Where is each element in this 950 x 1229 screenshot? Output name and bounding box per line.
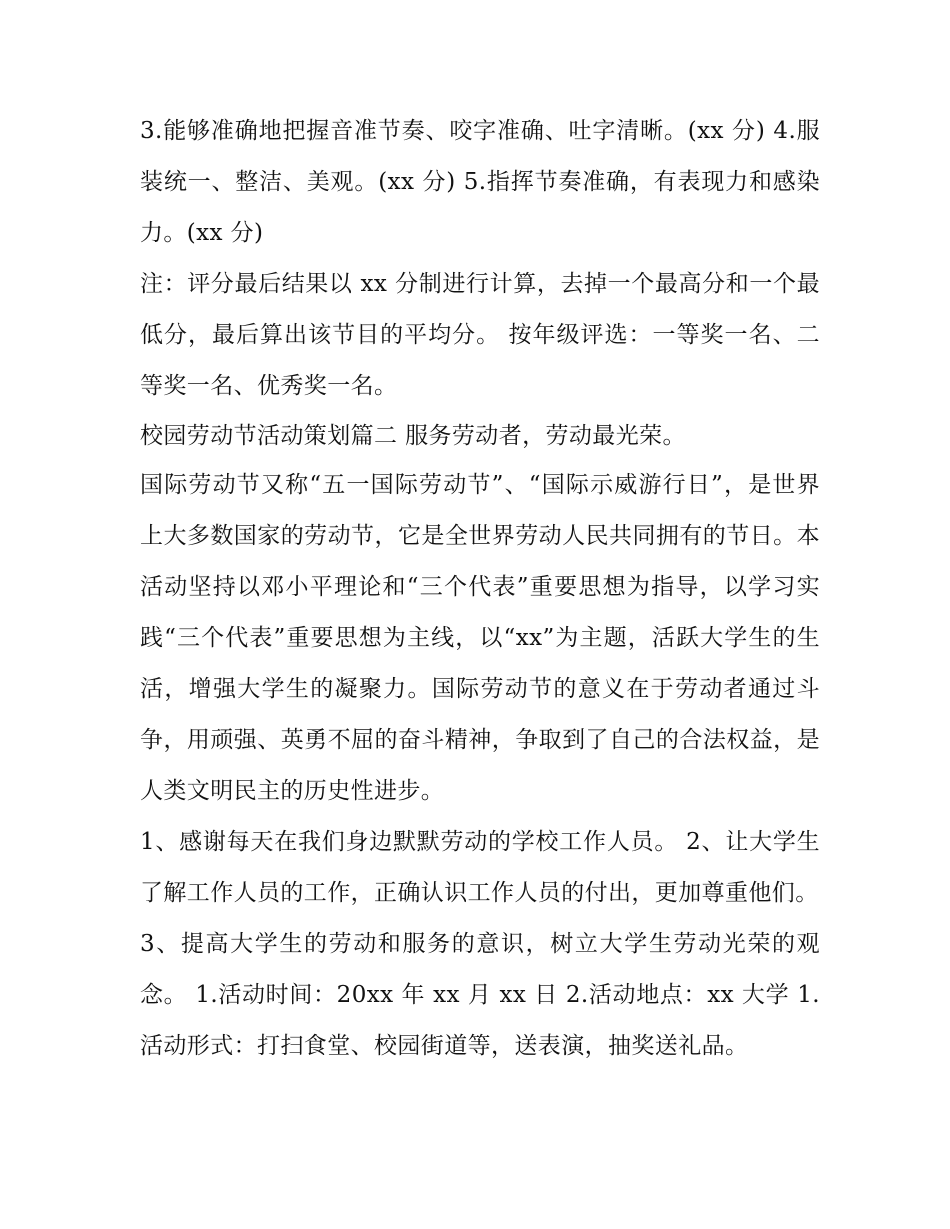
document-body	[140, 106, 820, 1072]
paragraph-scoring-note: 注：评分最后结果以 xx 分制进行计算，去掉一个最高分和一个最低分，最后算出该节目的平均分。 按年级评选：一等奖一名、二等奖一名、优秀奖一名。	[140, 271, 820, 399]
section-heading: 校园劳动节活动策划篇二 服务劳动者，劳动最光荣。	[140, 423, 686, 449]
paragraph-scoring-criteria: 3.能够准确地把握音准节奏、咬字准确、吐字清晰。(xx 分) 4.服装统一、整洁、美观。(xx 分) 5.指挥节奏准确，有表现力和感染力。(xx 分)	[140, 118, 820, 246]
paragraph-introduction: 国际劳动节又称“五一国际劳动节”、“国际示威游行日”，是世界上大多数国家的劳动节，它是全世界劳动人民共同拥有的节日。本活动坚持以邓小平理论和“三个代表”重要思想为指导，以学习实践“三个代表”重要思想为主线，以“xx”为主题，活跃大学生的生活，增强大学生的凝聚力。国际劳动节的意义在于劳动者通过斗争，用顽强、英勇不屈的奋斗精神，争取到了自己的合法权益，是人类文明民主的历史性进步。	[140, 472, 820, 804]
paragraph-objectives: 1、感谢每天在我们身边默默劳动的学校工作人员。 2、让大学生了解工作人员的工作，正确认识工作人员的付出，更加尊重他们。	[140, 829, 820, 906]
paragraph-activity-details: 3、提高大学生的劳动和服务的意识，树立大学生劳动光荣的观念。 1.活动时间：20xx 年 xx 月 xx 日 2.活动地点：xx 大学 1.活动形式：打扫食堂、校园街道等，送表演，抽奖送礼品。	[140, 931, 820, 1059]
